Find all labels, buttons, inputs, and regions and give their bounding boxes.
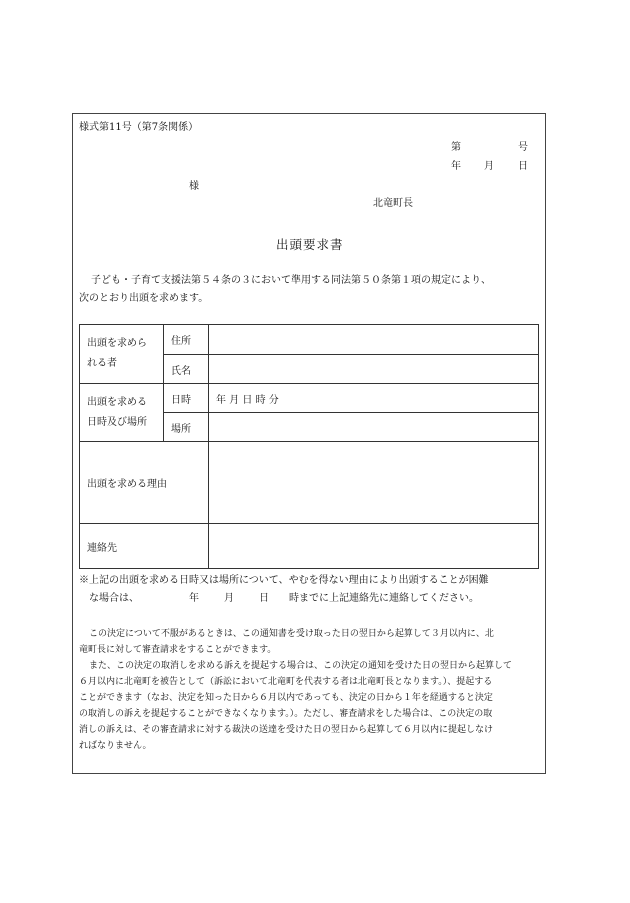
reason-label: 出頭を求める理由 (80, 442, 209, 524)
addressee-suffix: 様 (189, 181, 199, 192)
datetime-label: 日時 (164, 384, 209, 413)
name-field[interactable] (209, 355, 539, 384)
address-label: 住所 (164, 325, 209, 355)
remark-line-2a: な場合は、 (89, 593, 139, 604)
appeal-p2-line-5: 消しの訴えは、その審査請求に対する裁決の送達を受けた日の翌日から起算して６月以内に提起しなけ (79, 725, 494, 735)
contact-label: 連絡先 (80, 524, 209, 569)
datetime-label-line-1: 出頭を求める (87, 396, 147, 408)
form-number: 様式第11号（第7条関係） (79, 122, 199, 133)
page-title: 出頭要求書 (276, 237, 344, 252)
appeal-notice (79, 628, 539, 752)
datetime-field[interactable] (209, 384, 539, 413)
remark-month: 月 (224, 593, 234, 604)
dt-hour: 時 (255, 395, 266, 406)
dt-year: 年 (216, 395, 226, 406)
request-table (79, 324, 539, 569)
remark-year: 年 (189, 593, 199, 604)
datetime-place-label (80, 384, 164, 442)
contact-field[interactable] (209, 524, 539, 569)
remark-line-2b: 時までに上記連絡先に連絡してください。 (289, 593, 479, 604)
doc-no-prefix: 第 (451, 142, 461, 153)
appeal-p1-line-2: 竜町長に対して審査請求をすることができます。 (79, 645, 277, 655)
date-day: 日 (518, 161, 528, 172)
appeal-p2-line-3: ことができます（なお、決定を知った日から６月以内であっても、決定の日から１年を経過すると決定 (79, 693, 493, 703)
address-field[interactable] (209, 325, 539, 355)
appeal-p1-line-1: この決定について不服があるときは、この通知書を受け取った日の翌日から起算して３月以内に、北 (89, 629, 494, 639)
place-label: 場所 (164, 413, 209, 442)
dt-day: 日 (242, 395, 253, 406)
remark-day: 日 (259, 593, 269, 604)
date-year: 年 (451, 161, 461, 172)
person-label-line-2: れる者 (87, 358, 117, 369)
date-month: 月 (484, 161, 494, 172)
place-field[interactable] (209, 413, 539, 442)
person-label (80, 325, 164, 384)
appeal-p2-line-1: また、この決定の取消しを求める訴えを提起する場合は、この決定の通知を受けた日の翌日から起算して (89, 661, 513, 671)
name-label: 氏名 (164, 355, 209, 384)
dt-minute: 分 (268, 395, 279, 406)
issuer: 北竜町長 (373, 198, 413, 209)
appeal-p2-line-2: ６月以内に北竜町を被告として（訴訟において北竜町を代表する者は北竜町長となります。）、提起する (79, 677, 493, 687)
appeal-p2-line-4: の取消しの訴えを提起することができなくなります。）。ただし、審査請求をした場合は、この決定の取 (79, 709, 493, 719)
datetime-label-line-2: 日時及び場所 (87, 416, 147, 428)
remark-line-1: ※上記の出頭を求める日時又は場所について、やむを得ない理由により出頭することが困難 (79, 575, 489, 586)
reason-field[interactable] (209, 442, 539, 524)
dt-month: 月 (229, 395, 240, 406)
intro-line-1: 子ども・子育て支援法第５４条の３において準用する同法第５０条第１項の規定により、 (91, 275, 491, 286)
intro-line-2: 次のとおり出頭を求めます。 (79, 293, 209, 304)
person-label-line-1: 出頭を求めら (87, 338, 147, 349)
appeal-p2-line-6: ればなりません。 (79, 741, 152, 751)
doc-no-suffix: 号 (518, 142, 528, 153)
